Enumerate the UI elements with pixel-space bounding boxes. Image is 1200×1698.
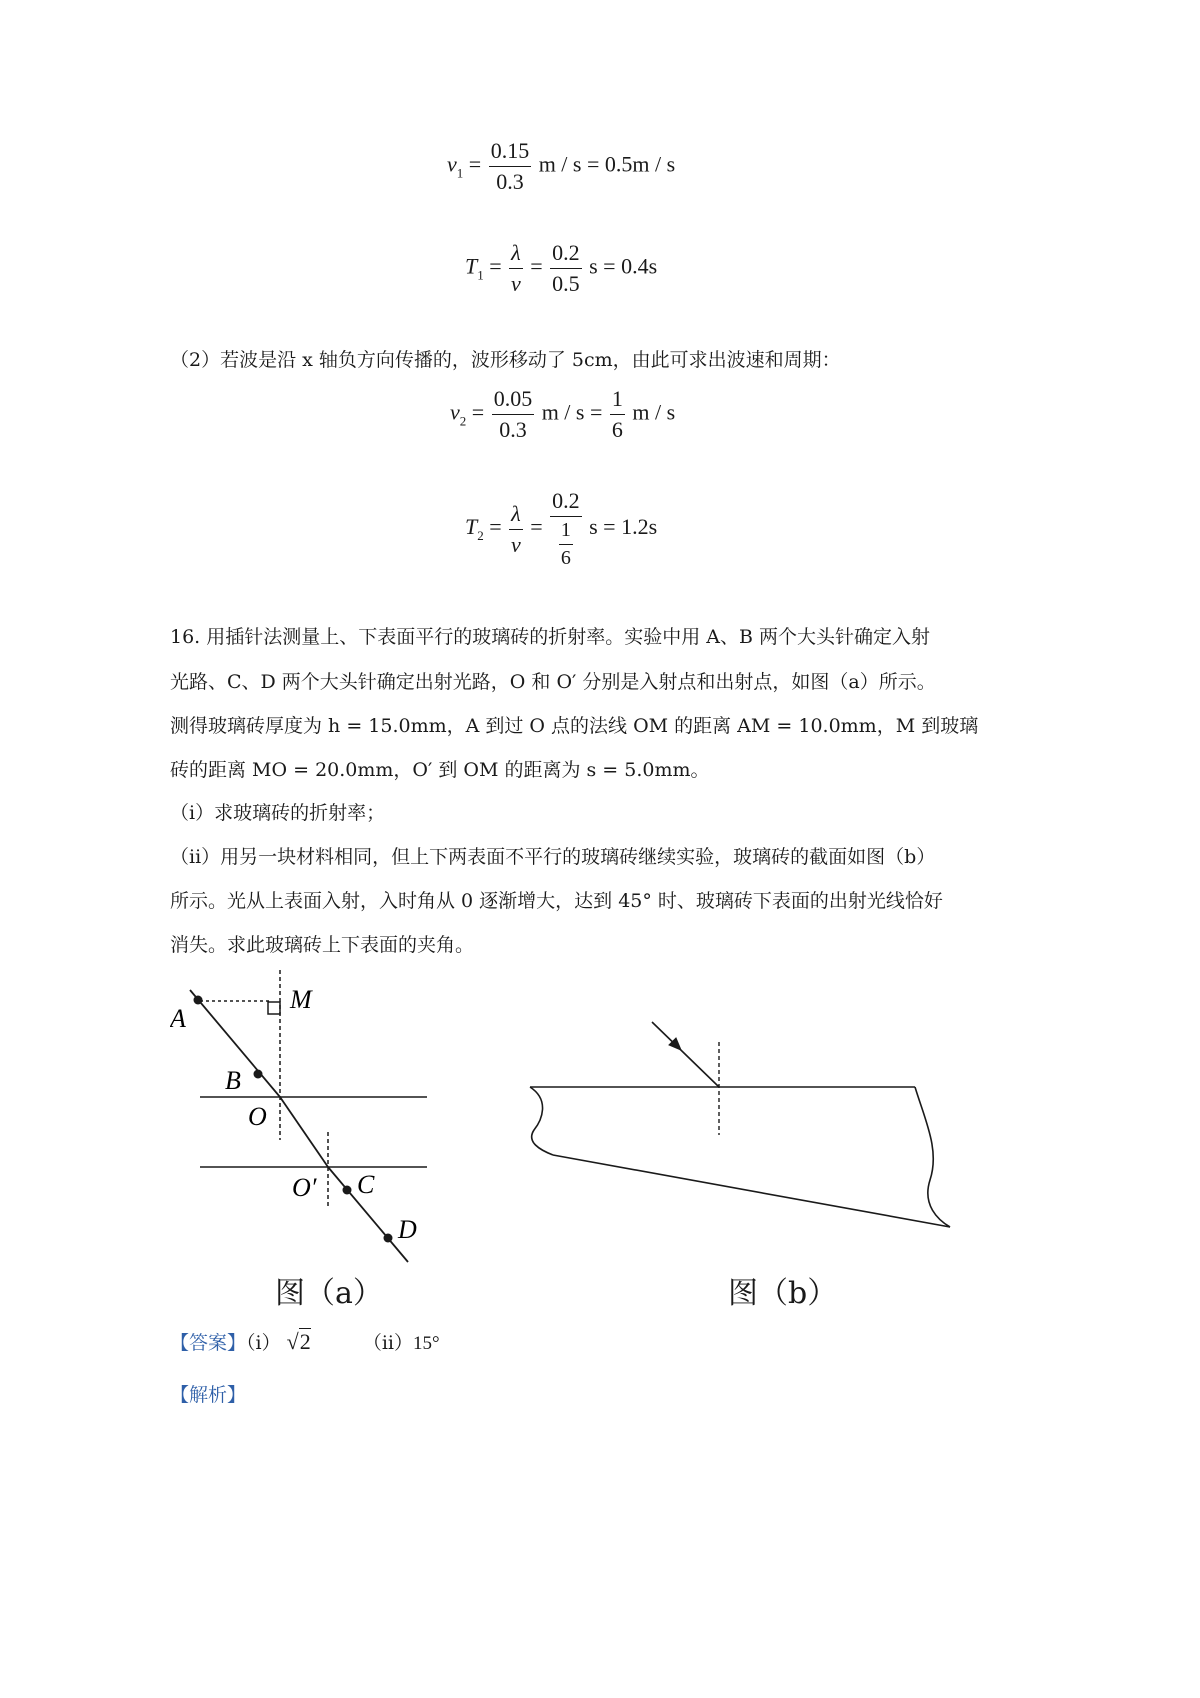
eq-v1-rhs: = 0.5m / s [586, 151, 676, 177]
eq-t1-rhs: s = 0.4s [589, 253, 658, 279]
eq-t1-lhs: T [465, 253, 478, 279]
pin-d [384, 1234, 393, 1243]
equation-t1: $T_1$ = $\frac{\lambda}{v}$ = $\frac{0.2}{0.5}$ s = 0.4s [465, 240, 658, 296]
pin-a [194, 996, 203, 1005]
answer-tag: 【答案】 [170, 1332, 247, 1354]
eq-t2-lhs: T [465, 514, 478, 540]
eq-t2-sub: 2 [477, 528, 484, 544]
q16-line2: 光路、C、D 两个大头针确定出射光路，O 和 O′ 分别是入射点和出射点，如图（a）所示。 [170, 671, 936, 693]
part2-text: （2）若波是沿 x 轴负方向传播的，波形移动了 5cm，由此可求出波速和周期： [170, 349, 841, 371]
eq-v2-den: 0.3 [499, 417, 527, 442]
eq-v2-unit: m / s = [541, 399, 603, 425]
q16-line3: 测得玻璃砖厚度为 h = 15.0mm，A 到过 O 点的法线 OM 的距离 AM = 10.0mm，M 到玻璃 [170, 715, 979, 737]
eq-v2-rhs: m / s [632, 399, 676, 425]
answer-part-i-label: （i） [246, 1332, 281, 1354]
glass-b-left-edge [530, 1087, 553, 1155]
eq-v1-den: 0.3 [496, 169, 524, 194]
equation-t2: $T_2$ = $\frac{\lambda}{v}$ = $\frac{0.2}{\frac{1}{6}}$ s = 1.2s [465, 488, 658, 569]
analysis-tag: 【解析】 [170, 1384, 247, 1406]
answer-line [170, 1328, 440, 1355]
label-d: D [398, 1215, 417, 1244]
eq-v1-sub: 1 [456, 165, 464, 181]
sqrt-icon: √ [286, 1329, 299, 1354]
eq-v2-num2: 1 [610, 386, 625, 415]
q16-line1: 16. 用插针法测量上、下表面平行的玻璃砖的折射率。实验中用 A、B 两个大头针确定入射 [170, 626, 931, 648]
right-angle-mark [268, 1002, 280, 1014]
eq-t2-num2: 0.2 [550, 488, 582, 517]
equation-v2: $v_2$ = $\frac{0.05}{0.3}$ m / s = $\frac{1}{6}$ m / s [450, 386, 676, 442]
eq-v2-lhs: v [450, 399, 460, 425]
sub-question-ii-line1: （ii）用另一块材料相同，但上下两表面不平行的玻璃砖继续实验，玻璃砖的截面如图（b） [170, 846, 936, 868]
label-m: M [290, 985, 312, 1014]
caption-figure-b: 图（b） [728, 1276, 838, 1311]
glass-b-right-edge [915, 1087, 950, 1227]
eq-v1-num: 0.15 [489, 138, 532, 167]
q16-line4: 砖的距离 MO = 20.0mm，O′ 到 OM 的距离为 s = 5.0mm。 [170, 759, 710, 781]
sub-question-ii-line3: 消失。求此玻璃砖上下表面的夹角。 [170, 934, 475, 956]
sub-question-i: （i）求玻璃砖的折射率； [170, 802, 386, 824]
glass-b-incident-ray [652, 1022, 719, 1087]
answer-part-ii-value: 15° [412, 1333, 440, 1354]
eq-t1-den1: v [511, 271, 521, 296]
refracted-ray [280, 1097, 328, 1167]
figure-b [520, 1010, 970, 1240]
answer-part-i-value [287, 1328, 311, 1354]
eq-t1-num1: λ [509, 240, 523, 269]
answer-sqrt-radicand: 2 [299, 1329, 311, 1354]
eq-t2-num1: λ [509, 501, 523, 530]
eq-t1-den2: 0.5 [552, 271, 580, 296]
eq-v2-den2: 6 [611, 417, 623, 442]
glass-b-bottom-surface [553, 1155, 950, 1227]
eq-t1-num2: 0.2 [550, 240, 582, 269]
answer-part-ii-label: （ii） [362, 1332, 413, 1354]
eq-t2-den2-num: 1 [559, 519, 573, 545]
label-b: B [225, 1066, 241, 1095]
pin-b [254, 1070, 263, 1079]
pin-c [343, 1186, 352, 1195]
equation-v1: $v_1$ = $\frac{0.15}{0.3}$ m / s = 0.5m / s [447, 138, 676, 194]
eq-v2-num: 0.05 [492, 386, 535, 415]
eq-v2-sub: 2 [459, 413, 467, 429]
eq-t1-sub: 1 [477, 267, 484, 283]
label-a: A [170, 1004, 186, 1033]
label-o: O [248, 1102, 267, 1131]
figure-a [170, 970, 470, 1300]
caption-figure-a: 图（a） [275, 1276, 383, 1311]
eq-t2-rhs: s = 1.2s [589, 514, 658, 540]
eq-t2-den2-den: 6 [560, 547, 571, 569]
eq-t2-den1: v [511, 531, 521, 557]
sub-question-ii-line2: 所示。光从上表面入射，入时角从 0 逐渐增大，达到 45° 时、玻璃砖下表面的出射光线恰好 [170, 890, 943, 912]
label-c: C [357, 1170, 375, 1199]
label-o-prime: O′ [292, 1173, 317, 1202]
eq-v1-unit: m / s [538, 151, 582, 177]
eq-v1-lhs: v [447, 151, 457, 177]
